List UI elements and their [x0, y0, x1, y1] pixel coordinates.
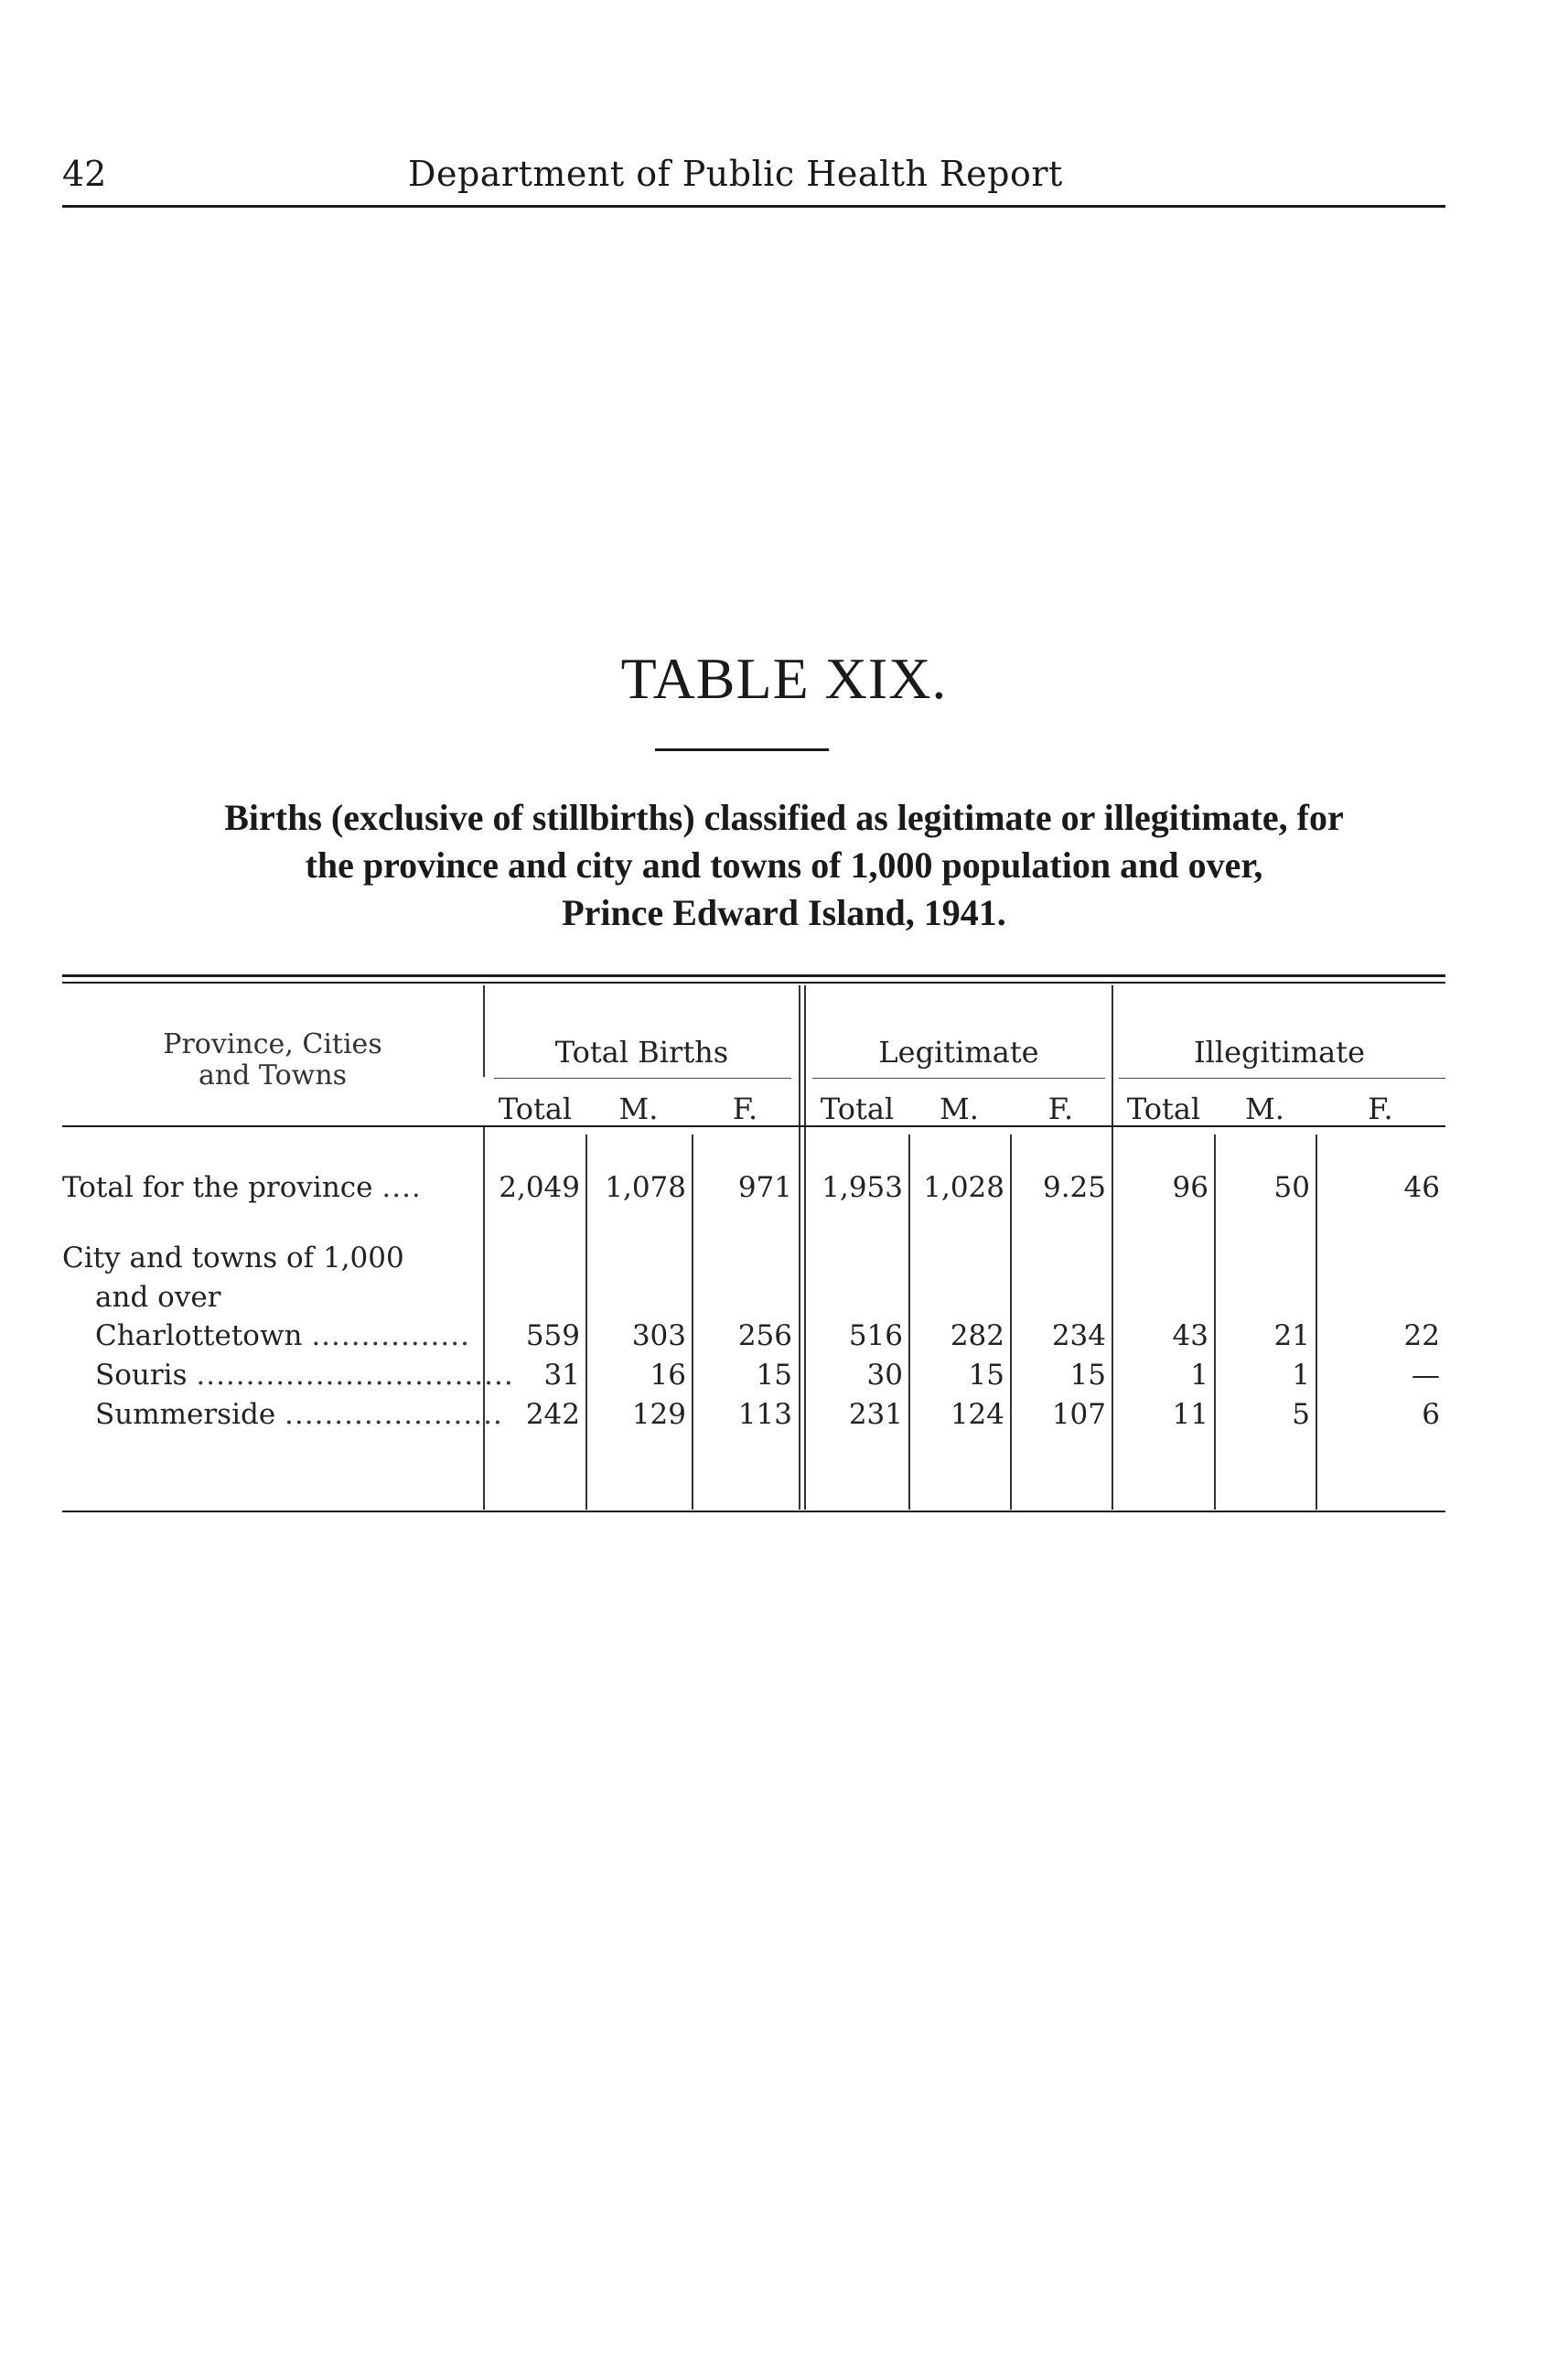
table-cell: 11	[1172, 1398, 1208, 1431]
table-cell: 22	[1403, 1319, 1440, 1352]
stub-header-line-2: and Towns	[198, 1059, 348, 1091]
table-cell: 1,028	[923, 1171, 1004, 1204]
table-top-rule-inner	[62, 982, 1445, 984]
table-cell: 31	[543, 1359, 580, 1392]
table-cell: 971	[737, 1171, 792, 1204]
row-label-summerside	[95, 1398, 503, 1431]
births-table	[62, 974, 1445, 1514]
row-label-souris	[95, 1359, 514, 1392]
table-cell: 1,078	[605, 1171, 686, 1204]
row-label-text: Summerside	[95, 1398, 276, 1431]
caption-line-1: Births (exclusive of stillbirths) classified as legitimate or illegitimate, for	[224, 797, 1344, 838]
table-cell: 559	[525, 1319, 580, 1352]
row-label-charlottetown	[95, 1319, 470, 1352]
table-cell: 124	[950, 1398, 1004, 1431]
table-cell: 107	[1051, 1398, 1106, 1431]
table-cell: 129	[631, 1398, 686, 1431]
table-cell: 256	[737, 1319, 792, 1352]
table-cell: 282	[950, 1319, 1004, 1352]
table-cell: 231	[848, 1398, 903, 1431]
leader-dots: ................................	[196, 1359, 514, 1392]
table-cell: 15	[756, 1359, 792, 1392]
row-label-province	[62, 1171, 422, 1204]
leader-dots: ....	[381, 1171, 422, 1204]
table-cell: 242	[525, 1398, 580, 1431]
table-top-rule	[62, 974, 1445, 977]
row-label-text: Souris	[95, 1359, 188, 1392]
title-rule	[655, 748, 829, 751]
table-cell: 21	[1273, 1319, 1310, 1352]
group-underline-illegit	[1119, 1078, 1445, 1079]
group-header-legitimate: Legitimate	[878, 1035, 1039, 1070]
caption-line-2: the province and city and towns of 1,000 population and over,	[305, 844, 1263, 886]
table-bottom-rule	[62, 1511, 1445, 1512]
sub-header-illegitimate-f: F.	[1368, 1091, 1393, 1126]
table-cell: 15	[968, 1359, 1004, 1392]
table-cell: 113	[737, 1398, 792, 1431]
row-label-text: Charlottetown	[95, 1319, 303, 1352]
table-cell: 234	[1051, 1319, 1106, 1352]
stub-header-line-1: Province, Cities	[163, 1028, 382, 1060]
sub-header-legitimate-total: Total	[820, 1091, 895, 1126]
sub-header-illegitimate-m: M.	[1245, 1091, 1284, 1126]
table-caption	[37, 794, 1531, 937]
sub-header-total-births-f: F.	[732, 1091, 758, 1126]
group-underline-legit	[812, 1078, 1105, 1079]
group-underline-total	[494, 1078, 791, 1079]
running-head: Department of Public Health Report	[408, 154, 1063, 194]
province-label-text: Total for the province	[62, 1171, 373, 1204]
table-cell: 5	[1292, 1398, 1310, 1431]
page-header	[62, 154, 1445, 208]
group-divider-1a	[799, 985, 800, 1510]
leader-dots: ................	[311, 1319, 470, 1352]
table-cell: 516	[848, 1319, 903, 1352]
table-cell: 43	[1172, 1319, 1208, 1352]
table-cell: 15	[1069, 1359, 1106, 1392]
table-cell: 303	[631, 1319, 686, 1352]
table-cell: 96	[1172, 1171, 1208, 1204]
sub-header-legitimate-f: F.	[1047, 1091, 1074, 1126]
leader-dots: ......................	[285, 1398, 503, 1431]
sub-header-total-births-total: Total	[498, 1091, 573, 1126]
table-cell: 1	[1190, 1359, 1208, 1392]
group-header-total-births: Total Births	[554, 1035, 729, 1070]
section-label-line-1: City and towns of 1,000	[62, 1242, 404, 1274]
table-title: TABLE XIX.	[620, 646, 948, 711]
table-cell: 1,953	[822, 1171, 903, 1204]
table-cell: —	[1412, 1359, 1440, 1392]
table-cell: 46	[1403, 1171, 1440, 1204]
sub-header-legitimate-m: M.	[940, 1091, 979, 1126]
stub-header	[62, 1029, 483, 1091]
sub-header-total-births-m: M.	[618, 1091, 659, 1126]
caption-line-3: Prince Edward Island, 1941.	[562, 892, 1006, 933]
table-cell: 1	[1292, 1359, 1310, 1392]
section-label-line-2: and over	[95, 1281, 221, 1314]
table-cell: 6	[1422, 1398, 1440, 1431]
table-cell: 30	[866, 1359, 903, 1392]
table-cell: 2,049	[499, 1171, 580, 1204]
table-cell: 50	[1273, 1171, 1310, 1204]
group-header-illegitimate: Illegitimate	[1193, 1035, 1366, 1070]
table-cell: 9.25	[1042, 1171, 1106, 1204]
page-number: 42	[62, 154, 107, 194]
sub-header-illegitimate-total: Total	[1126, 1091, 1201, 1126]
table-cell: 16	[650, 1359, 686, 1392]
